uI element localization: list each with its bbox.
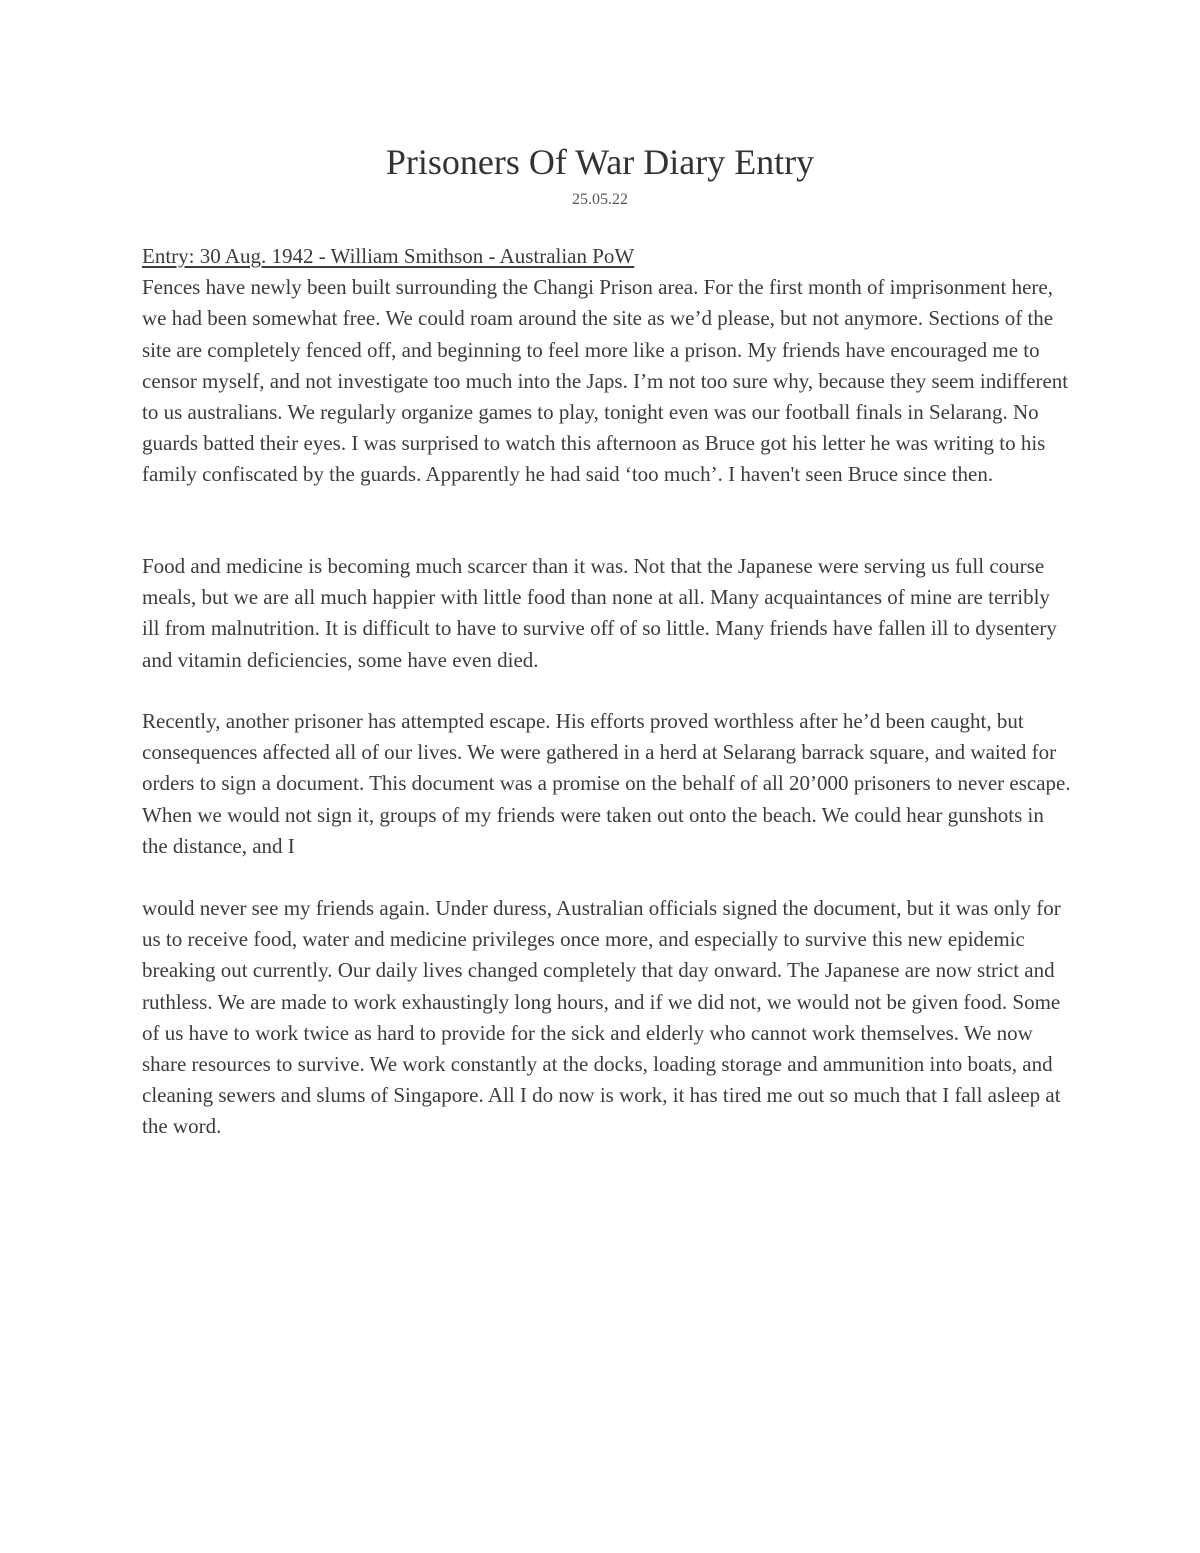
document-title: Prisoners Of War Diary Entry (385, 142, 815, 182)
paragraph-3: Recently, another prisoner has attempted escape. His efforts proved worthless after he’d been caught, but consequences affected all of our lives. We were gathered in a herd at Selarang barrack square, and waited for orders to sign a document. This document was a promise on the behalf of all 20’000 prisoners to never escape. When we would not sign it, groups of my friends were taken out onto the beach. We could hear gunshots in the distance, and I (142, 709, 1071, 858)
paragraph-1: Fences have newly been built surrounding the Changi Prison area. For the first month of imprisonment here, we had been somewhat free. We could roam around the site as we’d please, but not anymore. Sections of the site are completely fenced off, and beginning to feel more like a prison. My friends have encouraged me to censor myself, and not investigate too much into the Japs. I’m not too sure why, because they seem indifferent to us australians. We regularly organize games to play, tonight even was our football finals in Selarang. No guards batted their eyes. I was surprised to watch this afternoon as Bruce got his letter he was writing to his family confiscated by the guards. Apparently he had said ‘too much’. I haven't seen Bruce since then. (142, 275, 1069, 487)
document-date: 25.05.22 (572, 191, 628, 208)
entry-block-fourth (142, 893, 1072, 1143)
paragraph-2: Food and medicine is becoming much scarcer than it was. Not that the Japanese were serving us full course meals, but we are all much happier with little food than none at all. Many acquaintances of mine are terribly ill from malnutrition. It is difficult to have to survive off of so little. Many friends have fallen ill to dysentery and vitamin deficiencies, some have even died. (142, 554, 1057, 672)
entry-block-third (142, 706, 1072, 862)
entry-heading: Entry: 30 Aug. 1942 - William Smithson - Australian PoW (142, 244, 635, 268)
paragraph-4: would never see my friends again. Under duress, Australian officials signed the document, but it was only for us to receive food, water and medicine privileges once more, and especially to survive this new epidemic breaking out currently. Our daily lives changed completely that day onward. The Japanese are now strict and ruthless. We are made to work exhaustingly long hours, and if we did not, we would not be given food. Some of us have to work twice as hard to provide for the sick and elderly who cannot work themselves. We now share resources to survive. We work constantly at the docks, loading storage and ammunition into boats, and cleaning sewers and slums of Singapore. All I do now is work, it has tired me out so much that I fall asleep at the word. (142, 896, 1061, 1139)
entry-block-second (142, 551, 1072, 676)
entry-block-first (142, 241, 1072, 491)
